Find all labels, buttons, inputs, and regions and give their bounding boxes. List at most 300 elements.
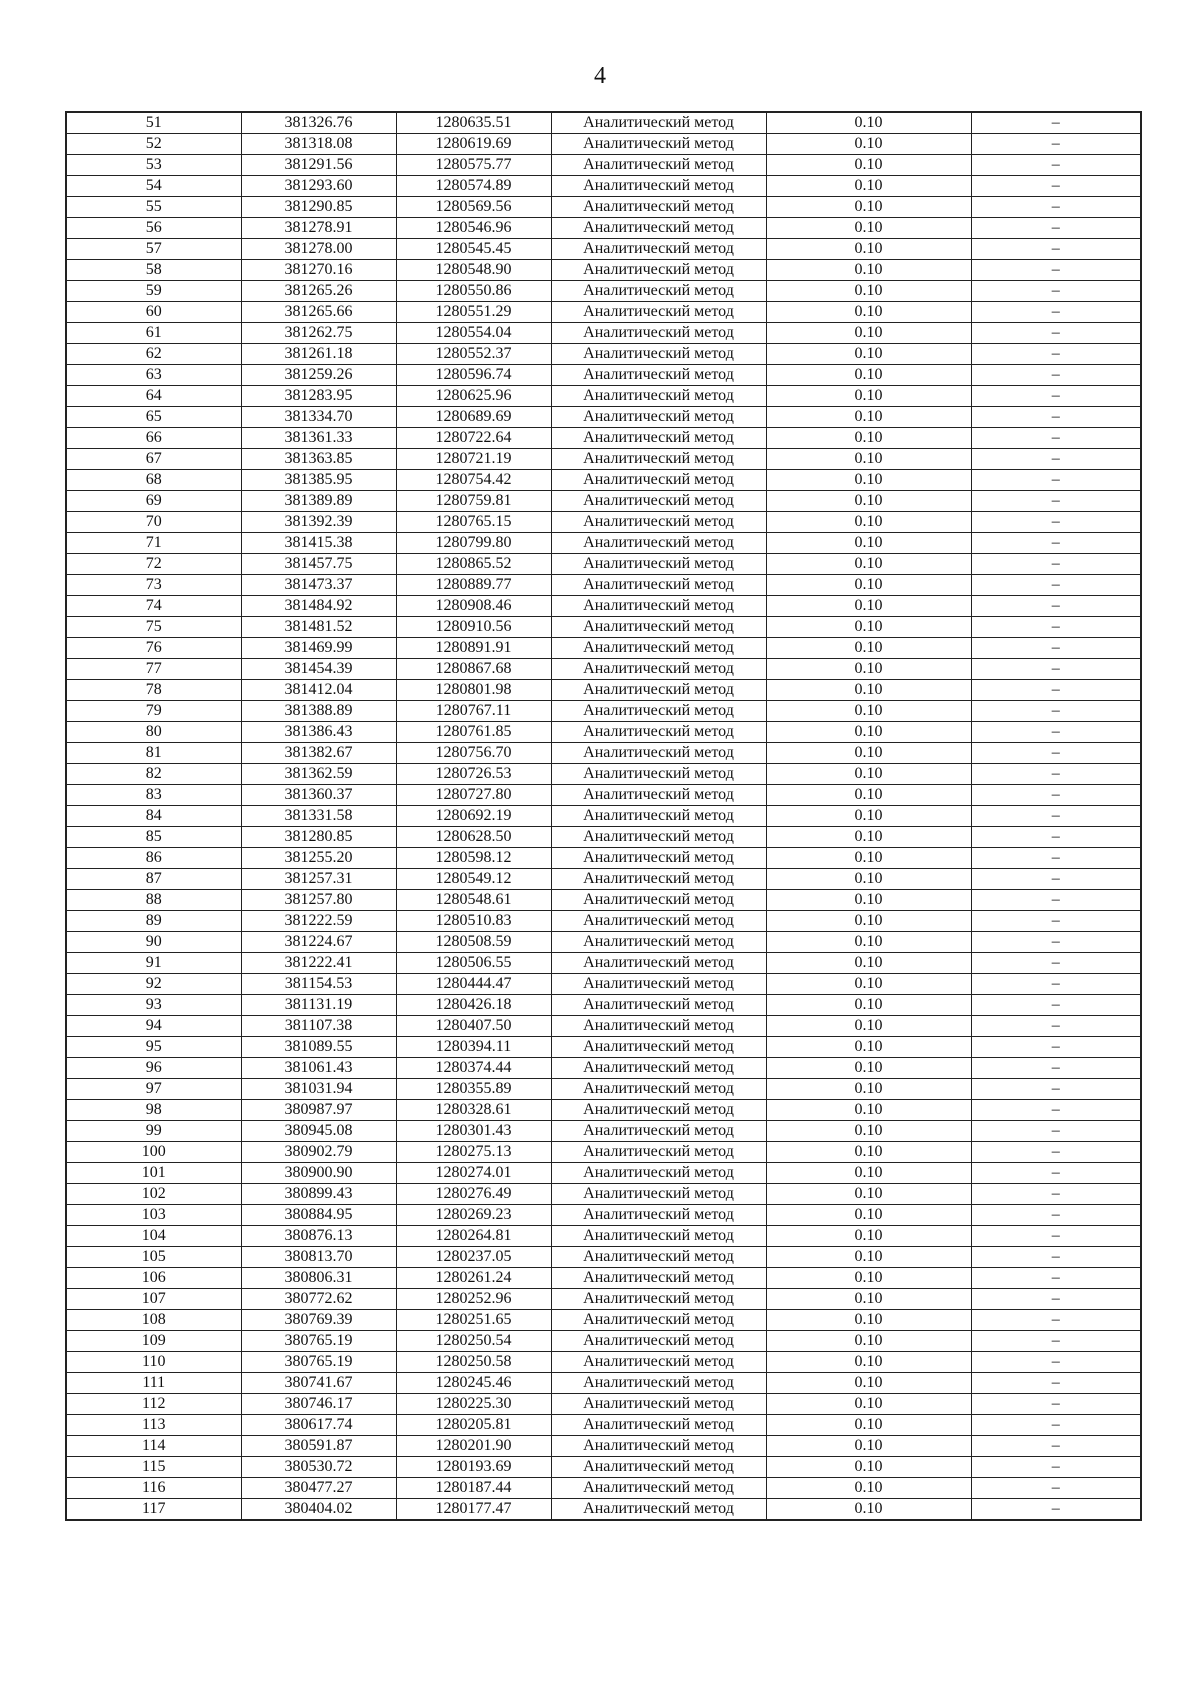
accuracy-cell: 0.10 <box>766 1247 971 1268</box>
point-number-cell: 98 <box>66 1100 241 1121</box>
point-number-cell: 112 <box>66 1394 241 1415</box>
description-cell: – <box>971 155 1141 176</box>
point-number-cell: 55 <box>66 197 241 218</box>
method-cell: Аналитический метод <box>551 344 766 365</box>
accuracy-cell: 0.10 <box>766 911 971 932</box>
description-cell: – <box>971 827 1141 848</box>
table-row <box>66 722 1141 743</box>
description-cell: – <box>971 386 1141 407</box>
table-row <box>66 365 1141 386</box>
accuracy-cell: 0.10 <box>766 1142 971 1163</box>
y-coordinate-cell: 1280261.24 <box>396 1268 551 1289</box>
y-coordinate-cell: 1280726.53 <box>396 764 551 785</box>
description-cell: – <box>971 1037 1141 1058</box>
description-cell: – <box>971 1394 1141 1415</box>
description-cell: – <box>971 1310 1141 1331</box>
table-row <box>66 953 1141 974</box>
description-cell: – <box>971 1478 1141 1499</box>
y-coordinate-cell: 1280510.83 <box>396 911 551 932</box>
table-row <box>66 1163 1141 1184</box>
accuracy-cell: 0.10 <box>766 995 971 1016</box>
y-coordinate-cell: 1280575.77 <box>396 155 551 176</box>
accuracy-cell: 0.10 <box>766 638 971 659</box>
description-cell: – <box>971 932 1141 953</box>
accuracy-cell: 0.10 <box>766 533 971 554</box>
accuracy-cell: 0.10 <box>766 554 971 575</box>
x-coordinate-cell: 381089.55 <box>241 1037 396 1058</box>
x-coordinate-cell: 381224.67 <box>241 932 396 953</box>
method-cell: Аналитический метод <box>551 176 766 197</box>
table-row <box>66 638 1141 659</box>
x-coordinate-cell: 381363.85 <box>241 449 396 470</box>
method-cell: Аналитический метод <box>551 1310 766 1331</box>
description-cell: – <box>971 722 1141 743</box>
method-cell: Аналитический метод <box>551 1184 766 1205</box>
y-coordinate-cell: 1280407.50 <box>396 1016 551 1037</box>
description-cell: – <box>971 1436 1141 1457</box>
point-number-cell: 68 <box>66 470 241 491</box>
x-coordinate-cell: 381265.66 <box>241 302 396 323</box>
method-cell: Аналитический метод <box>551 659 766 680</box>
x-coordinate-cell: 381457.75 <box>241 554 396 575</box>
point-number-cell: 100 <box>66 1142 241 1163</box>
accuracy-cell: 0.10 <box>766 449 971 470</box>
table-row <box>66 1016 1141 1037</box>
x-coordinate-cell: 381318.08 <box>241 134 396 155</box>
method-cell: Аналитический метод <box>551 1373 766 1394</box>
accuracy-cell: 0.10 <box>766 764 971 785</box>
y-coordinate-cell: 1280727.80 <box>396 785 551 806</box>
point-number-cell: 52 <box>66 134 241 155</box>
description-cell: – <box>971 218 1141 239</box>
method-cell: Аналитический метод <box>551 1163 766 1184</box>
description-cell: – <box>971 1163 1141 1184</box>
y-coordinate-cell: 1280598.12 <box>396 848 551 869</box>
y-coordinate-cell: 1280759.81 <box>396 491 551 512</box>
table-row <box>66 764 1141 785</box>
table-row <box>66 112 1141 134</box>
table-row <box>66 512 1141 533</box>
y-coordinate-cell: 1280374.44 <box>396 1058 551 1079</box>
method-cell: Аналитический метод <box>551 1058 766 1079</box>
description-cell: – <box>971 260 1141 281</box>
point-number-cell: 97 <box>66 1079 241 1100</box>
point-number-cell: 59 <box>66 281 241 302</box>
description-cell: – <box>971 1079 1141 1100</box>
table-row <box>66 176 1141 197</box>
description-cell: – <box>971 953 1141 974</box>
table-row <box>66 197 1141 218</box>
coordinates-table <box>65 111 1142 1521</box>
x-coordinate-cell: 380769.39 <box>241 1310 396 1331</box>
accuracy-cell: 0.10 <box>766 1268 971 1289</box>
accuracy-cell: 0.10 <box>766 701 971 722</box>
y-coordinate-cell: 1280269.23 <box>396 1205 551 1226</box>
point-number-cell: 71 <box>66 533 241 554</box>
method-cell: Аналитический метод <box>551 1436 766 1457</box>
y-coordinate-cell: 1280569.56 <box>396 197 551 218</box>
x-coordinate-cell: 381326.76 <box>241 112 396 134</box>
table-row <box>66 596 1141 617</box>
y-coordinate-cell: 1280252.96 <box>396 1289 551 1310</box>
table-row <box>66 1499 1141 1521</box>
y-coordinate-cell: 1280251.65 <box>396 1310 551 1331</box>
table-row <box>66 1121 1141 1142</box>
accuracy-cell: 0.10 <box>766 722 971 743</box>
method-cell: Аналитический метод <box>551 1478 766 1499</box>
method-cell: Аналитический метод <box>551 512 766 533</box>
accuracy-cell: 0.10 <box>766 869 971 890</box>
accuracy-cell: 0.10 <box>766 1436 971 1457</box>
accuracy-cell: 0.10 <box>766 470 971 491</box>
x-coordinate-cell: 381259.26 <box>241 365 396 386</box>
accuracy-cell: 0.10 <box>766 1289 971 1310</box>
y-coordinate-cell: 1280625.96 <box>396 386 551 407</box>
method-cell: Аналитический метод <box>551 302 766 323</box>
method-cell: Аналитический метод <box>551 1457 766 1478</box>
point-number-cell: 111 <box>66 1373 241 1394</box>
y-coordinate-cell: 1280765.15 <box>396 512 551 533</box>
table-row <box>66 533 1141 554</box>
y-coordinate-cell: 1280250.58 <box>396 1352 551 1373</box>
accuracy-cell: 0.10 <box>766 827 971 848</box>
description-cell: – <box>971 1352 1141 1373</box>
point-number-cell: 79 <box>66 701 241 722</box>
accuracy-cell: 0.10 <box>766 785 971 806</box>
x-coordinate-cell: 380765.19 <box>241 1352 396 1373</box>
y-coordinate-cell: 1280756.70 <box>396 743 551 764</box>
accuracy-cell: 0.10 <box>766 239 971 260</box>
point-number-cell: 113 <box>66 1415 241 1436</box>
y-coordinate-cell: 1280628.50 <box>396 827 551 848</box>
table-row <box>66 491 1141 512</box>
method-cell: Аналитический метод <box>551 554 766 575</box>
table-row <box>66 1142 1141 1163</box>
point-number-cell: 67 <box>66 449 241 470</box>
method-cell: Аналитический метод <box>551 1121 766 1142</box>
table-row <box>66 134 1141 155</box>
table-row <box>66 1226 1141 1247</box>
point-number-cell: 106 <box>66 1268 241 1289</box>
description-cell: – <box>971 323 1141 344</box>
point-number-cell: 117 <box>66 1499 241 1521</box>
point-number-cell: 109 <box>66 1331 241 1352</box>
description-cell: – <box>971 533 1141 554</box>
table-row <box>66 344 1141 365</box>
description-cell: – <box>971 134 1141 155</box>
y-coordinate-cell: 1280910.56 <box>396 617 551 638</box>
accuracy-cell: 0.10 <box>766 743 971 764</box>
description-cell: – <box>971 659 1141 680</box>
accuracy-cell: 0.10 <box>766 1037 971 1058</box>
description-cell: – <box>971 911 1141 932</box>
y-coordinate-cell: 1280554.04 <box>396 323 551 344</box>
method-cell: Аналитический метод <box>551 260 766 281</box>
accuracy-cell: 0.10 <box>766 260 971 281</box>
description-cell: – <box>971 575 1141 596</box>
description-cell: – <box>971 806 1141 827</box>
x-coordinate-cell: 380899.43 <box>241 1184 396 1205</box>
table-row <box>66 218 1141 239</box>
method-cell: Аналитический метод <box>551 428 766 449</box>
table-row <box>66 869 1141 890</box>
x-coordinate-cell: 381386.43 <box>241 722 396 743</box>
method-cell: Аналитический метод <box>551 281 766 302</box>
method-cell: Аналитический метод <box>551 1037 766 1058</box>
table-row <box>66 260 1141 281</box>
point-number-cell: 81 <box>66 743 241 764</box>
accuracy-cell: 0.10 <box>766 1310 971 1331</box>
x-coordinate-cell: 381255.20 <box>241 848 396 869</box>
x-coordinate-cell: 381061.43 <box>241 1058 396 1079</box>
point-number-cell: 108 <box>66 1310 241 1331</box>
point-number-cell: 70 <box>66 512 241 533</box>
x-coordinate-cell: 381389.89 <box>241 491 396 512</box>
x-coordinate-cell: 381278.91 <box>241 218 396 239</box>
point-number-cell: 76 <box>66 638 241 659</box>
y-coordinate-cell: 1280201.90 <box>396 1436 551 1457</box>
y-coordinate-cell: 1280722.64 <box>396 428 551 449</box>
description-cell: – <box>971 1100 1141 1121</box>
y-coordinate-cell: 1280187.44 <box>396 1478 551 1499</box>
table-row <box>66 554 1141 575</box>
description-cell: – <box>971 869 1141 890</box>
accuracy-cell: 0.10 <box>766 680 971 701</box>
point-number-cell: 57 <box>66 239 241 260</box>
x-coordinate-cell: 381388.89 <box>241 701 396 722</box>
x-coordinate-cell: 380813.70 <box>241 1247 396 1268</box>
table-row <box>66 1247 1141 1268</box>
description-cell: – <box>971 239 1141 260</box>
x-coordinate-cell: 381382.67 <box>241 743 396 764</box>
method-cell: Аналитический метод <box>551 1016 766 1037</box>
x-coordinate-cell: 381385.95 <box>241 470 396 491</box>
method-cell: Аналитический метод <box>551 869 766 890</box>
point-number-cell: 104 <box>66 1226 241 1247</box>
y-coordinate-cell: 1280205.81 <box>396 1415 551 1436</box>
method-cell: Аналитический метод <box>551 134 766 155</box>
accuracy-cell: 0.10 <box>766 407 971 428</box>
table-row <box>66 449 1141 470</box>
description-cell: – <box>971 743 1141 764</box>
x-coordinate-cell: 381293.60 <box>241 176 396 197</box>
point-number-cell: 77 <box>66 659 241 680</box>
table-row <box>66 848 1141 869</box>
method-cell: Аналитический метод <box>551 1331 766 1352</box>
x-coordinate-cell: 380884.95 <box>241 1205 396 1226</box>
point-number-cell: 115 <box>66 1457 241 1478</box>
x-coordinate-cell: 380591.87 <box>241 1436 396 1457</box>
description-cell: – <box>971 1289 1141 1310</box>
method-cell: Аналитический метод <box>551 890 766 911</box>
y-coordinate-cell: 1280546.96 <box>396 218 551 239</box>
table-row <box>66 1352 1141 1373</box>
accuracy-cell: 0.10 <box>766 848 971 869</box>
point-number-cell: 54 <box>66 176 241 197</box>
description-cell: – <box>971 995 1141 1016</box>
y-coordinate-cell: 1280761.85 <box>396 722 551 743</box>
table-row <box>66 1289 1141 1310</box>
table-row <box>66 1079 1141 1100</box>
accuracy-cell: 0.10 <box>766 1457 971 1478</box>
point-number-cell: 53 <box>66 155 241 176</box>
description-cell: – <box>971 428 1141 449</box>
method-cell: Аналитический метод <box>551 1142 766 1163</box>
x-coordinate-cell: 381415.38 <box>241 533 396 554</box>
x-coordinate-cell: 381291.56 <box>241 155 396 176</box>
accuracy-cell: 0.10 <box>766 1163 971 1184</box>
method-cell: Аналитический метод <box>551 1268 766 1289</box>
method-cell: Аналитический метод <box>551 848 766 869</box>
method-cell: Аналитический метод <box>551 155 766 176</box>
method-cell: Аналитический метод <box>551 953 766 974</box>
x-coordinate-cell: 381131.19 <box>241 995 396 1016</box>
table-row <box>66 1436 1141 1457</box>
coordinates-table-body <box>66 112 1141 1520</box>
method-cell: Аналитический метод <box>551 491 766 512</box>
description-cell: – <box>971 1016 1141 1037</box>
method-cell: Аналитический метод <box>551 701 766 722</box>
x-coordinate-cell: 381222.41 <box>241 953 396 974</box>
point-number-cell: 90 <box>66 932 241 953</box>
y-coordinate-cell: 1280506.55 <box>396 953 551 974</box>
y-coordinate-cell: 1280550.86 <box>396 281 551 302</box>
y-coordinate-cell: 1280689.69 <box>396 407 551 428</box>
point-number-cell: 84 <box>66 806 241 827</box>
y-coordinate-cell: 1280545.45 <box>396 239 551 260</box>
description-cell: – <box>971 302 1141 323</box>
point-number-cell: 61 <box>66 323 241 344</box>
method-cell: Аналитический метод <box>551 1415 766 1436</box>
y-coordinate-cell: 1280619.69 <box>396 134 551 155</box>
table-row <box>66 281 1141 302</box>
table-row <box>66 1394 1141 1415</box>
table-row <box>66 575 1141 596</box>
accuracy-cell: 0.10 <box>766 197 971 218</box>
x-coordinate-cell: 381290.85 <box>241 197 396 218</box>
description-cell: – <box>971 281 1141 302</box>
table-row <box>66 1205 1141 1226</box>
x-coordinate-cell: 380900.90 <box>241 1163 396 1184</box>
accuracy-cell: 0.10 <box>766 1079 971 1100</box>
x-coordinate-cell: 380987.97 <box>241 1100 396 1121</box>
table-row <box>66 911 1141 932</box>
point-number-cell: 92 <box>66 974 241 995</box>
description-cell: – <box>971 1205 1141 1226</box>
x-coordinate-cell: 380772.62 <box>241 1289 396 1310</box>
y-coordinate-cell: 1280721.19 <box>396 449 551 470</box>
description-cell: – <box>971 1499 1141 1521</box>
accuracy-cell: 0.10 <box>766 953 971 974</box>
point-number-cell: 96 <box>66 1058 241 1079</box>
x-coordinate-cell: 380477.27 <box>241 1478 396 1499</box>
x-coordinate-cell: 380765.19 <box>241 1331 396 1352</box>
table-row <box>66 659 1141 680</box>
y-coordinate-cell: 1280444.47 <box>396 974 551 995</box>
description-cell: – <box>971 701 1141 722</box>
accuracy-cell: 0.10 <box>766 1121 971 1142</box>
point-number-cell: 116 <box>66 1478 241 1499</box>
y-coordinate-cell: 1280193.69 <box>396 1457 551 1478</box>
description-cell: – <box>971 554 1141 575</box>
method-cell: Аналитический метод <box>551 197 766 218</box>
method-cell: Аналитический метод <box>551 1394 766 1415</box>
table-row <box>66 995 1141 1016</box>
accuracy-cell: 0.10 <box>766 1100 971 1121</box>
x-coordinate-cell: 380746.17 <box>241 1394 396 1415</box>
point-number-cell: 58 <box>66 260 241 281</box>
x-coordinate-cell: 381361.33 <box>241 428 396 449</box>
y-coordinate-cell: 1280276.49 <box>396 1184 551 1205</box>
table-row <box>66 1310 1141 1331</box>
y-coordinate-cell: 1280596.74 <box>396 365 551 386</box>
y-coordinate-cell: 1280635.51 <box>396 112 551 134</box>
description-cell: – <box>971 1268 1141 1289</box>
description-cell: – <box>971 1142 1141 1163</box>
x-coordinate-cell: 380530.72 <box>241 1457 396 1478</box>
point-number-cell: 65 <box>66 407 241 428</box>
accuracy-cell: 0.10 <box>766 1058 971 1079</box>
point-number-cell: 66 <box>66 428 241 449</box>
y-coordinate-cell: 1280908.46 <box>396 596 551 617</box>
accuracy-cell: 0.10 <box>766 1352 971 1373</box>
table-row <box>66 617 1141 638</box>
method-cell: Аналитический метод <box>551 112 766 134</box>
method-cell: Аналитический метод <box>551 722 766 743</box>
description-cell: – <box>971 197 1141 218</box>
x-coordinate-cell: 381154.53 <box>241 974 396 995</box>
accuracy-cell: 0.10 <box>766 1331 971 1352</box>
table-row <box>66 1457 1141 1478</box>
accuracy-cell: 0.10 <box>766 890 971 911</box>
point-number-cell: 63 <box>66 365 241 386</box>
y-coordinate-cell: 1280801.98 <box>396 680 551 701</box>
y-coordinate-cell: 1280274.01 <box>396 1163 551 1184</box>
x-coordinate-cell: 381270.16 <box>241 260 396 281</box>
accuracy-cell: 0.10 <box>766 1499 971 1521</box>
accuracy-cell: 0.10 <box>766 1478 971 1499</box>
point-number-cell: 62 <box>66 344 241 365</box>
accuracy-cell: 0.10 <box>766 659 971 680</box>
x-coordinate-cell: 381261.18 <box>241 344 396 365</box>
point-number-cell: 94 <box>66 1016 241 1037</box>
point-number-cell: 114 <box>66 1436 241 1457</box>
table-row <box>66 239 1141 260</box>
x-coordinate-cell: 381283.95 <box>241 386 396 407</box>
point-number-cell: 101 <box>66 1163 241 1184</box>
table-row <box>66 1331 1141 1352</box>
description-cell: – <box>971 407 1141 428</box>
y-coordinate-cell: 1280692.19 <box>396 806 551 827</box>
accuracy-cell: 0.10 <box>766 281 971 302</box>
method-cell: Аналитический метод <box>551 1352 766 1373</box>
accuracy-cell: 0.10 <box>766 575 971 596</box>
x-coordinate-cell: 380902.79 <box>241 1142 396 1163</box>
method-cell: Аналитический метод <box>551 1079 766 1100</box>
y-coordinate-cell: 1280867.68 <box>396 659 551 680</box>
method-cell: Аналитический метод <box>551 1499 766 1521</box>
y-coordinate-cell: 1280891.91 <box>396 638 551 659</box>
y-coordinate-cell: 1280426.18 <box>396 995 551 1016</box>
point-number-cell: 86 <box>66 848 241 869</box>
table-row <box>66 785 1141 806</box>
point-number-cell: 64 <box>66 386 241 407</box>
x-coordinate-cell: 381362.59 <box>241 764 396 785</box>
x-coordinate-cell: 381360.37 <box>241 785 396 806</box>
accuracy-cell: 0.10 <box>766 302 971 323</box>
description-cell: – <box>971 1058 1141 1079</box>
description-cell: – <box>971 1247 1141 1268</box>
